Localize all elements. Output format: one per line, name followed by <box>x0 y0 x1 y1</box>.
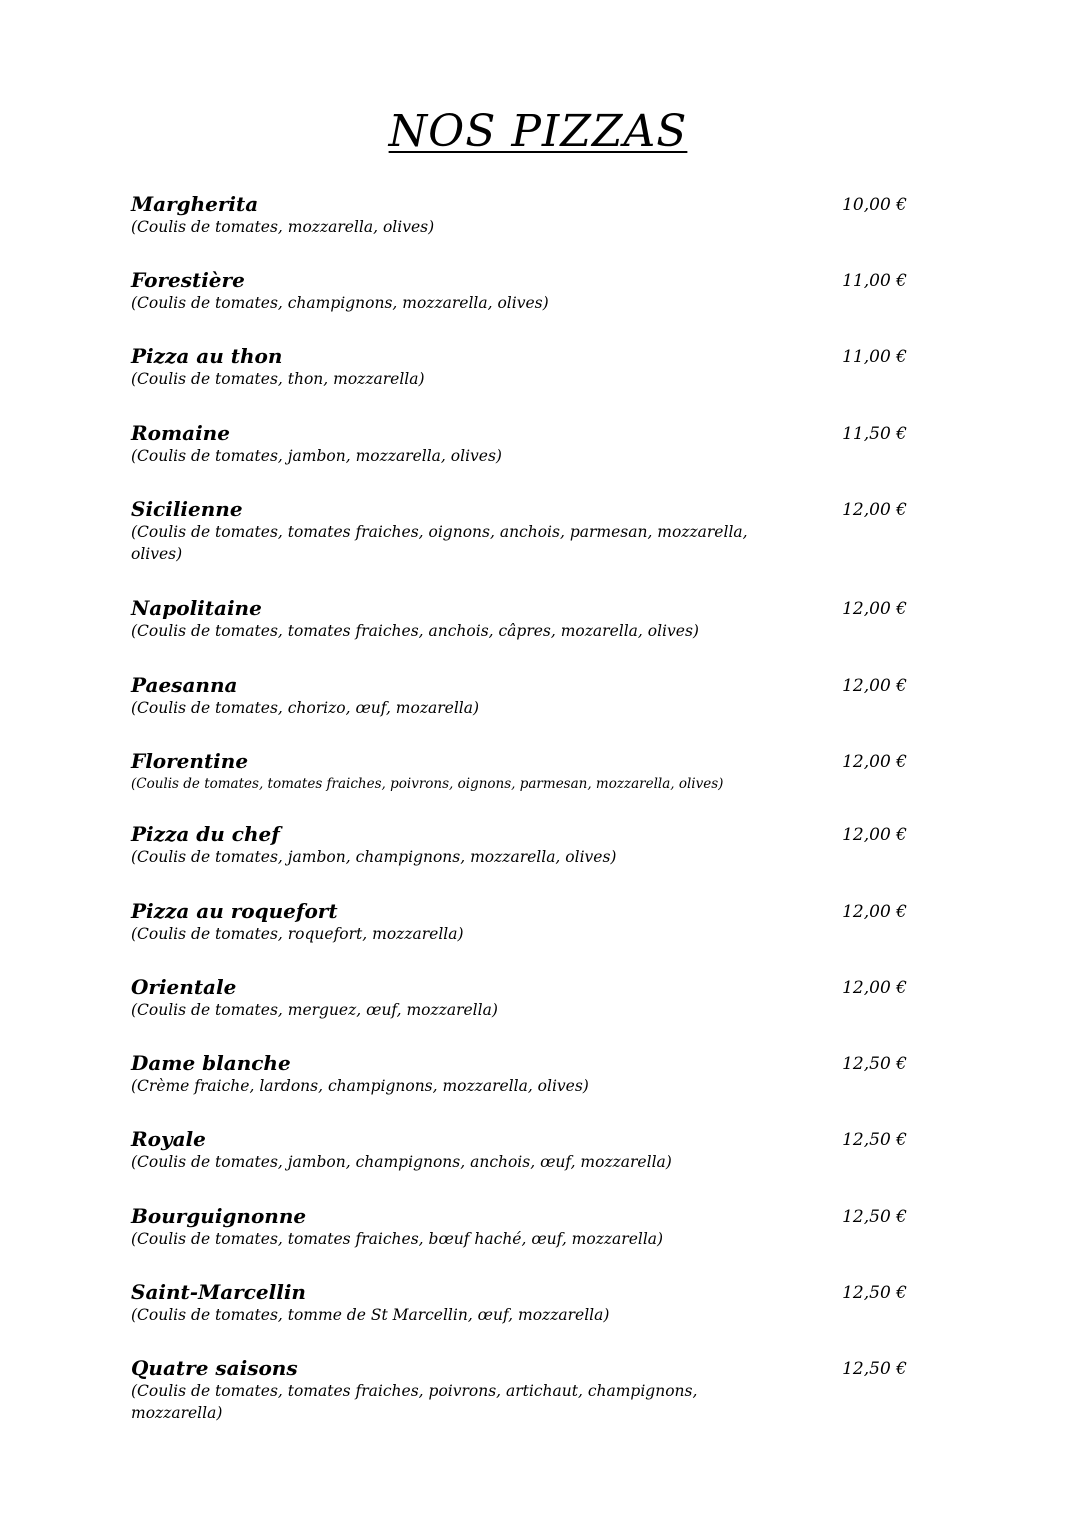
menu-item-name: Sicilienne <box>131 497 243 521</box>
menu-item-price: 12,00 € <box>842 500 907 520</box>
menu-item-price: 12,50 € <box>842 1283 907 1303</box>
menu-item-description: (Coulis de tomates, chorizo, œuf, mozarella) <box>131 699 480 717</box>
menu-item-description: (Coulis de tomates, jambon, champignons, mozzarella, olives) <box>131 848 617 866</box>
menu-item-description: (Coulis de tomates, jambon, champignons, anchois, œuf, mozzarella) <box>131 1153 672 1171</box>
menu-item-name: Dame blanche <box>131 1051 291 1075</box>
menu-item-description: (Coulis de tomates, merguez, œuf, mozzarella) <box>131 1001 498 1019</box>
menu-item-name: Margherita <box>131 192 259 216</box>
menu-item-price: 12,00 € <box>842 825 907 845</box>
menu-item-name: Forestière <box>131 268 245 292</box>
menu-item-name: Romaine <box>131 421 230 445</box>
menu-item-description: (Coulis de tomates, tomates fraiches, poivrons, oignons, parmesan, mozzarella, olives) <box>131 776 724 792</box>
menu-item-name: Quatre saisons <box>131 1356 298 1380</box>
menu-item-price: 12,50 € <box>842 1359 907 1379</box>
menu-item-name: Pizza au roquefort <box>131 899 338 923</box>
menu-item-price: 12,00 € <box>842 599 907 619</box>
menu-item-price: 11,00 € <box>842 347 907 367</box>
menu-item-price: 12,50 € <box>842 1207 907 1227</box>
menu-item-description: (Coulis de tomates, tomates fraiches, oignons, anchois, parmesan, mozzarella, olives) <box>131 523 748 563</box>
menu-item-description: (Coulis de tomates, mozzarella, olives) <box>131 218 435 236</box>
menu-item-description: (Coulis de tomates, thon, mozzarella) <box>131 370 425 388</box>
menu-item-name: Florentine <box>131 749 249 773</box>
menu-item-description: (Coulis de tomates, tomates fraiches, bœuf haché, œuf, mozzarella) <box>131 1230 664 1248</box>
menu-item-price: 12,00 € <box>842 676 907 696</box>
menu-item-name: Saint-Marcellin <box>131 1280 306 1304</box>
menu-item-description: (Coulis de tomates, tomme de St Marcellin, œuf, mozzarella) <box>131 1306 610 1324</box>
menu-item-description: (Coulis de tomates, champignons, mozzarella, olives) <box>131 294 549 312</box>
page-title: NOS PIZZAS <box>388 106 688 157</box>
menu-item-price: 12,00 € <box>842 902 907 922</box>
menu-item-price: 11,50 € <box>842 424 907 444</box>
menu-item-price: 11,00 € <box>842 271 907 291</box>
menu-item-name: Pizza au thon <box>131 344 283 368</box>
menu-item-description: (Coulis de tomates, roquefort, mozzarella) <box>131 925 464 943</box>
menu-item-name: Pizza du chef <box>131 822 280 846</box>
menu-item-name: Orientale <box>131 975 237 999</box>
menu-item-price: 12,00 € <box>842 752 907 772</box>
menu-item-price: 12,00 € <box>842 978 907 998</box>
menu-item-description: (Crème fraiche, lardons, champignons, mozzarella, olives) <box>131 1077 589 1095</box>
menu-item-price: 12,50 € <box>842 1130 907 1150</box>
menu-item-description: (Coulis de tomates, tomates fraiches, poivrons, artichaut, champignons, mozzarella) <box>131 1382 698 1422</box>
menu-item-name: Paesanna <box>131 673 238 697</box>
menu-item-price: 10,00 € <box>842 195 907 215</box>
menu-item-description: (Coulis de tomates, tomates fraiches, anchois, câpres, mozarella, olives) <box>131 622 699 640</box>
menu-item-price: 12,50 € <box>842 1054 907 1074</box>
menu-item-name: Royale <box>131 1127 206 1151</box>
menu-item-name: Bourguignonne <box>131 1204 307 1228</box>
menu-item-description: (Coulis de tomates, jambon, mozzarella, olives) <box>131 447 502 465</box>
menu-item-name: Napolitaine <box>131 596 262 620</box>
